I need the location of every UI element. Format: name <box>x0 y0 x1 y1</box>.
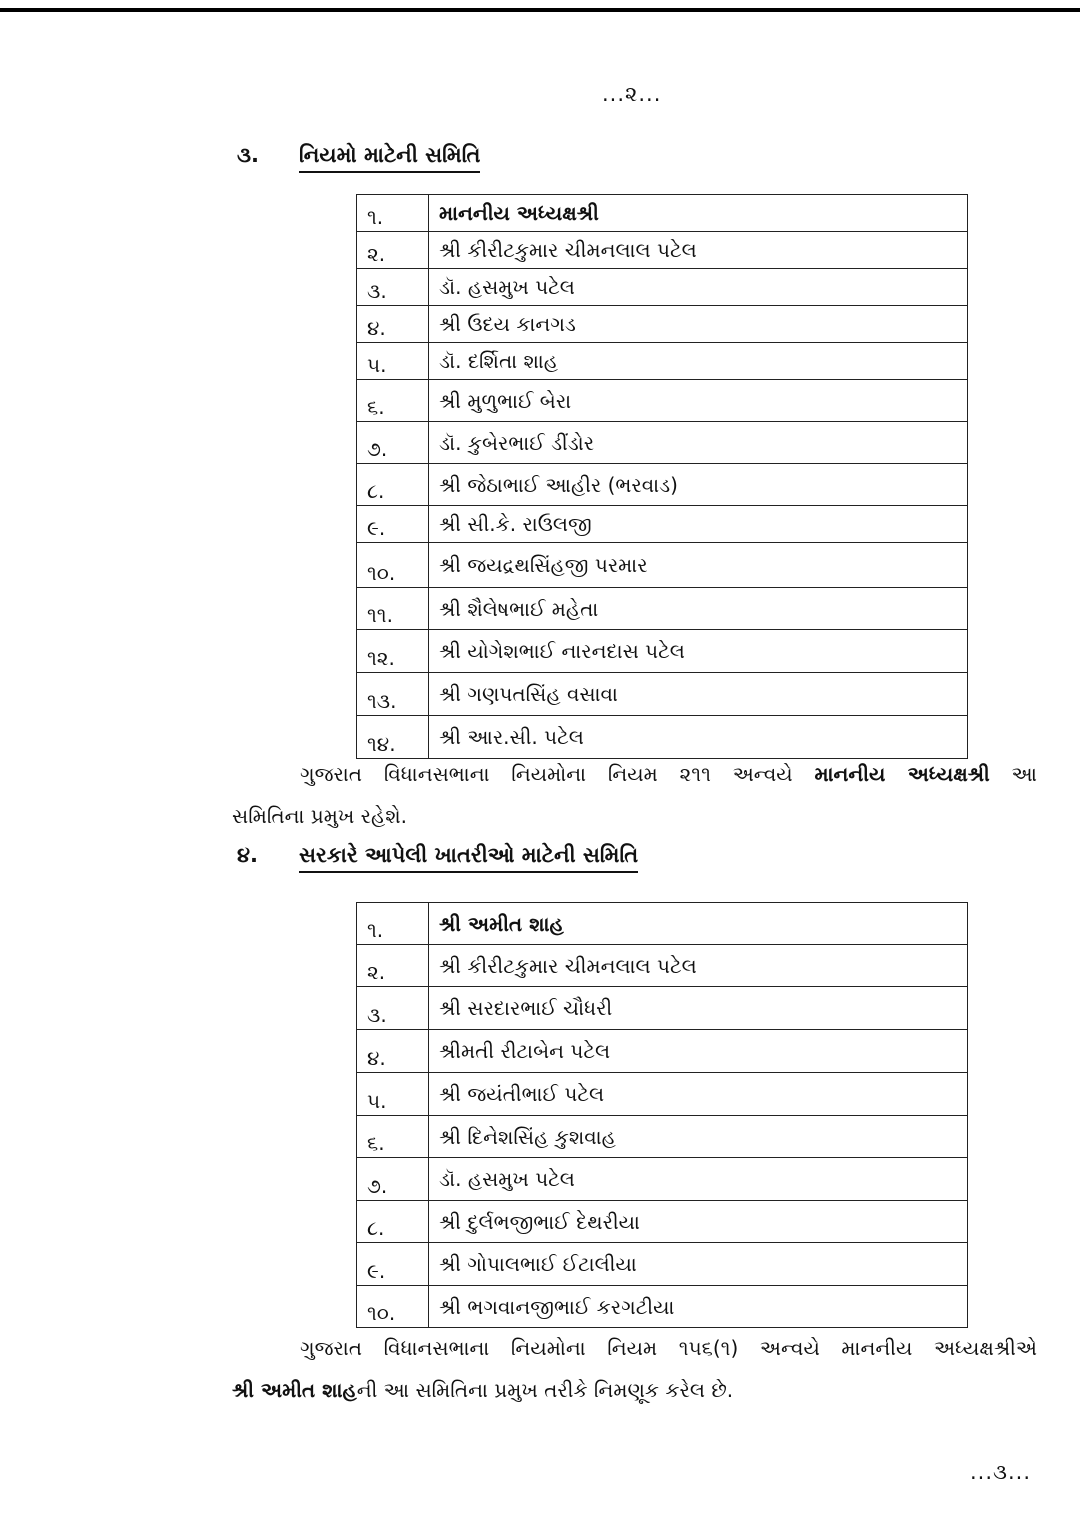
table-row <box>357 1201 968 1243</box>
member-index: ૩. <box>357 987 429 1030</box>
member-index: ૬. <box>357 380 429 422</box>
note-text: ની આ સમિતિના પ્રમુખ તરીકે નિમણૂક કરેલ છે. <box>356 1378 734 1402</box>
member-name: શ્રી દિનેશસિંહ કુશવાહ <box>429 1116 968 1158</box>
member-index: ૧૩. <box>357 673 429 716</box>
table-row <box>357 343 968 380</box>
note-bold-text: શ્રી અમીત શાહ <box>232 1378 357 1402</box>
page-marker-top: ...૨... <box>602 82 662 106</box>
table-row <box>357 1073 968 1116</box>
member-name: શ્રી જયંતીભાઈ પટેલ <box>429 1073 968 1116</box>
member-index: ૮. <box>357 1201 429 1243</box>
member-index: ૭. <box>357 422 429 464</box>
section-4-note <box>232 1327 1037 1411</box>
section-3-heading <box>237 143 480 173</box>
section-3-member-table <box>356 194 968 759</box>
member-index: ૭. <box>357 1158 429 1201</box>
member-index: ૪. <box>357 1030 429 1073</box>
section-3-member-rows <box>357 195 968 759</box>
section-3-title: નિયમો માટેની સમિતિ <box>299 143 480 173</box>
member-name: શ્રી જયદ્રથસિંહજી પરમાર <box>429 543 968 588</box>
member-name: ડૉ. કુબેરભાઈ ડીંડોર <box>429 422 968 464</box>
member-name: શ્રી સરદારભાઈ ચૌધરી <box>429 987 968 1030</box>
member-index: ૨. <box>357 232 429 269</box>
member-index: ૧૦. <box>357 1286 429 1328</box>
member-name: શ્રી સી.કે. રાઉલજી <box>429 506 968 543</box>
section-4-member-rows <box>357 903 968 1328</box>
member-index: ૧૧. <box>357 588 429 630</box>
member-index: ૩. <box>357 269 429 306</box>
table-row <box>357 269 968 306</box>
member-name: શ્રી ઉદય કાનગડ <box>429 306 968 343</box>
section-4-member-table <box>356 902 968 1328</box>
table-row <box>357 306 968 343</box>
member-name: માનનીય અધ્યક્ષશ્રી <box>429 195 968 232</box>
member-name: ડૉ. હસમુખ પટેલ <box>429 1158 968 1201</box>
top-rule <box>0 8 1080 12</box>
member-index: ૯. <box>357 506 429 543</box>
member-index: ૪. <box>357 306 429 343</box>
section-3-note-line-1 <box>232 753 1037 795</box>
table-row <box>357 1158 968 1201</box>
page-marker-bottom: ...૩... <box>970 1460 1032 1484</box>
table-row <box>357 987 968 1030</box>
member-index: ૫. <box>357 1073 429 1116</box>
table-row <box>357 673 968 716</box>
member-name: શ્રી મુળુભાઈ બેરા <box>429 380 968 422</box>
member-name: ડૉ. દર્શિતા શાહ <box>429 343 968 380</box>
table-row <box>357 588 968 630</box>
table-row <box>357 506 968 543</box>
member-name: શ્રી દુર્લભજીભાઈ દેથરીયા <box>429 1201 968 1243</box>
table-row <box>357 380 968 422</box>
section-4-heading <box>237 843 638 873</box>
member-name: શ્રી આર.સી. પટેલ <box>429 716 968 759</box>
table-row <box>357 630 968 673</box>
section-4-note-line-2 <box>232 1369 1037 1411</box>
table-row <box>357 1286 968 1328</box>
member-index: ૯. <box>357 1243 429 1286</box>
member-name: શ્રી જેઠાભાઈ આહીર (ભરવાડ) <box>429 464 968 506</box>
section-3-number: ૩. <box>237 143 259 167</box>
member-index: ૧. <box>357 903 429 945</box>
section-4-number: ૪. <box>237 843 258 867</box>
table-row <box>357 195 968 232</box>
section-3-note <box>232 753 1037 837</box>
member-index: ૬. <box>357 1116 429 1158</box>
section-3-note-line-2: સમિતિના પ્રમુખ રહેશે. <box>232 804 408 828</box>
member-name: શ્રી ગણપતસિંહ વસાવા <box>429 673 968 716</box>
member-index: ૫. <box>357 343 429 380</box>
section-4-title: સરકારે આપેલી ખાતરીઓ માટેની સમિતિ <box>299 843 638 873</box>
member-name: શ્રી ભગવાનજીભાઈ કરગટીયા <box>429 1286 968 1328</box>
member-name: શ્રી યોગેશભાઈ નારનદાસ પટેલ <box>429 630 968 673</box>
note-bold-text: માનનીય અધ્યક્ષશ્રી <box>814 762 990 786</box>
section-4-note-line-1: ગુજરાત વિધાનસભાના નિયમોના નિયમ ૧૫૬(૧) અન્વયે માનનીય અધ્યક્ષશ્રીએ <box>300 1336 1037 1360</box>
table-row <box>357 464 968 506</box>
table-row <box>357 232 968 269</box>
table-row <box>357 903 968 945</box>
table-row <box>357 422 968 464</box>
member-index: ૧૪. <box>357 716 429 759</box>
member-index: ૧૦. <box>357 543 429 588</box>
member-name: શ્રી કીરીટકુમાર ચીમનલાલ પટેલ <box>429 945 968 987</box>
member-name: શ્રી શૈલેષભાઈ મહેતા <box>429 588 968 630</box>
member-index: ૧૨. <box>357 630 429 673</box>
table-row <box>357 1243 968 1286</box>
table-row <box>357 945 968 987</box>
member-name: શ્રી અમીત શાહ <box>429 903 968 945</box>
table-row <box>357 543 968 588</box>
table-row <box>357 1030 968 1073</box>
member-name: શ્રીમતી રીટાબેન પટેલ <box>429 1030 968 1073</box>
member-name: શ્રી કીરીટકુમાર ચીમનલાલ પટેલ <box>429 232 968 269</box>
member-index: ૧. <box>357 195 429 232</box>
note-text: આ <box>989 762 1037 786</box>
table-row <box>357 1116 968 1158</box>
member-index: ૮. <box>357 464 429 506</box>
member-name: શ્રી ગોપાલભાઈ ઈટાલીયા <box>429 1243 968 1286</box>
member-index: ૨. <box>357 945 429 987</box>
note-text: ગુજરાત વિધાનસભાના નિયમોના નિયમ ૨૧૧ અન્વયે <box>300 762 815 786</box>
member-name: ડૉ. હસમુખ પટેલ <box>429 269 968 306</box>
